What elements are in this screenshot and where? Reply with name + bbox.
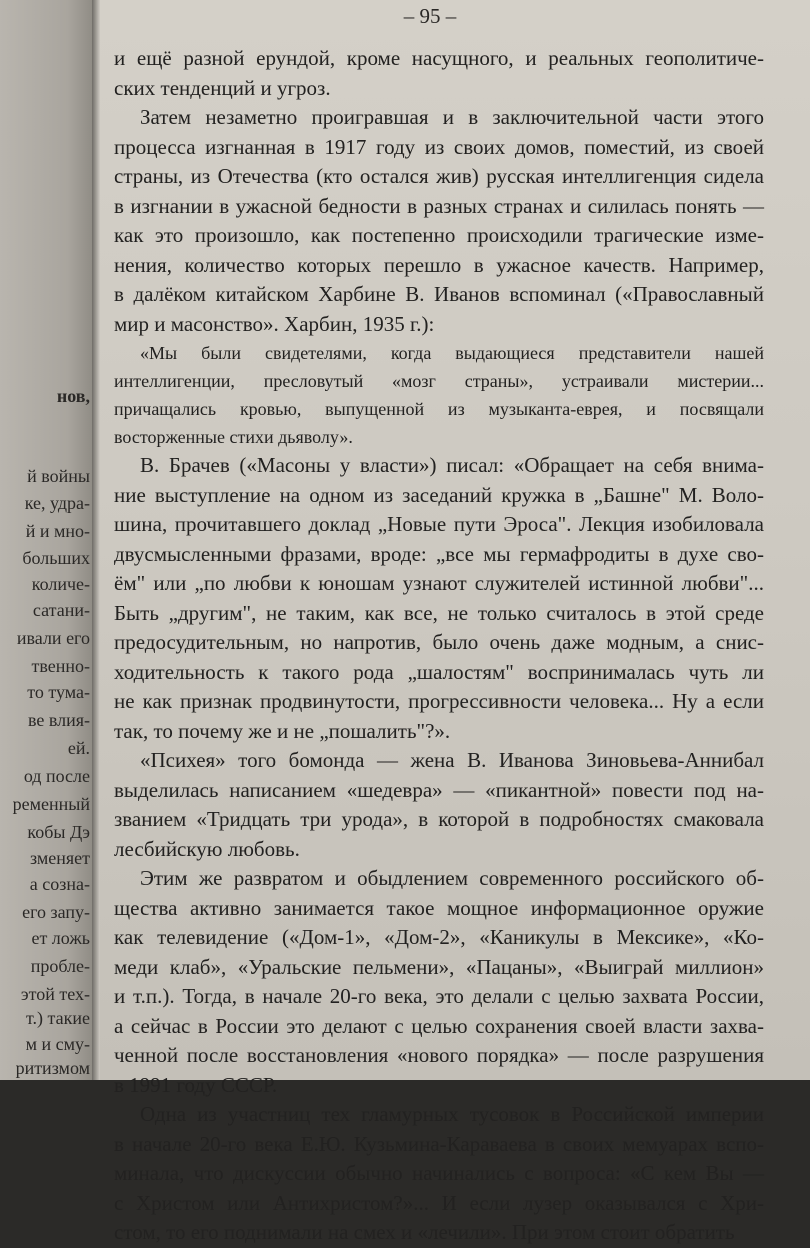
text-line: званием «Тридцать три урода», в которой в подробностях смаковала (114, 807, 764, 831)
text-line: стом, то его поднимали на смех и «лечили». При этом стоит обратить (114, 1220, 735, 1244)
left-page-fragment: зменяет (29, 848, 90, 868)
text-line: ние выступление на одном из заседаний кружка в „Башне" М. Воло- (114, 482, 764, 507)
left-page-fragment: а созна- (29, 874, 90, 894)
text-line: меди клаб», «Уральские пельмени», «Пацаны», «Выиграй миллион» (114, 954, 764, 979)
text-line: страны, из Отечества (кто остался жив) русская интеллигенция сидела (114, 164, 764, 188)
text-line: минала, что дискуссии обычно начинались с вопроса: «С кем Вы — (114, 1161, 764, 1185)
text-line: выделилась написанием «шедевра» — «пикантной» повести под на- (114, 777, 764, 802)
text-line: Одна из участниц тех гламурных тусовок в Российской империи (140, 1102, 764, 1126)
text-line: В. Брачев («Масоны у власти») писал: «Обращает на себя внима- (140, 453, 764, 477)
text-line: причащались кровью, выпущенной из музыканта-еврея, и посвящали (114, 399, 764, 419)
left-facing-page (0, 0, 96, 1080)
text-line: ходительность к такого рода „шалостям" воспринималась чуть ли (114, 659, 764, 684)
text-line: в далёком китайском Харбине В. Иванов вспоминал («Православный (114, 282, 764, 306)
text-line: в 1991 году СССР. (114, 1072, 278, 1097)
paragraph (114, 103, 764, 339)
left-page-fragment: сатани- (32, 600, 90, 620)
paragraph (114, 746, 764, 864)
left-page-fragment: этой тех- (20, 984, 90, 1004)
left-page-fragment: ивали его (16, 628, 90, 648)
left-page-fragment: больших (22, 548, 90, 568)
paragraph (114, 44, 764, 103)
left-page-fragment: то тума- (27, 682, 90, 702)
page-body-text (114, 44, 764, 1248)
left-page-fragment: м и сму- (25, 1034, 90, 1054)
quote-block (114, 339, 764, 451)
text-line: Этим же развратом и обыдлением современного российского об- (140, 866, 764, 890)
paragraph (114, 864, 764, 1100)
text-line: и ещё разной ерундой, кроме насущного, и реальных геополитиче- (114, 46, 764, 70)
left-page-fragment: й и мно- (25, 521, 90, 541)
left-page-fragment: твенно- (31, 656, 90, 676)
left-page-fragment: ей. (67, 738, 90, 758)
text-line: предосудительным, но напротив, было очень даже модным, а снис- (114, 630, 764, 654)
left-page-fragment: пробле- (30, 956, 90, 976)
left-page-fragment: ритизмом (15, 1058, 90, 1078)
text-line: интеллигенции, пресловутый «мозг страны», устраивали мистерии... (114, 371, 764, 391)
left-page-fragment: од после (23, 766, 90, 786)
text-line: лесбийскую любовь. (114, 836, 300, 861)
text-line: ченной после восстановления «нового порядка» — после разрушения (114, 1043, 764, 1067)
paragraph (114, 1100, 764, 1248)
left-page-fragment: ке, удра- (24, 493, 90, 513)
text-line: щества активно занимается такое мощное информационное оружие (114, 895, 764, 920)
left-page-fragment: й войны (27, 466, 90, 486)
text-line: как телевидение («Дом-1», «Дом-2», «Каникулы в Мексике», «Ко- (114, 925, 764, 949)
text-line: и т.п.). Тогда, в начале 20-го века, это делали с целью захвата России, (114, 984, 764, 1008)
paragraph (114, 451, 764, 746)
left-page-fragment: ременный (12, 794, 90, 814)
left-page-fragment: нов, (56, 386, 90, 406)
left-page-fragment: ет ложь (31, 928, 90, 948)
text-line: «Психея» того бомонда — жена В. Иванова Зиновьева-Аннибал (140, 748, 764, 772)
left-page-fragment: ве влия- (27, 710, 90, 730)
text-line: так, то почему же и не „пошалить"?». (114, 718, 451, 743)
text-line: процесса изгнанная в 1917 году из своих домов, поместий, из своей (114, 134, 764, 159)
text-line: нения, количество которых перешло в ужасное качеств. Например, (114, 252, 764, 277)
text-line: «Мы были свидетелями, когда выдающиеся представители нашей (140, 343, 764, 363)
text-line: мир и масонство». Харбин, 1935 г.): (114, 311, 435, 336)
text-line: ских тенденций и угроз. (114, 75, 331, 100)
left-page-fragment: количе- (31, 574, 90, 594)
text-line: шина, прочитавшего доклад „Новые пути Эроса". Лекция изобиловала (114, 512, 764, 536)
text-line: Затем незаметно проигравшая и в заключительной части этого (140, 105, 764, 129)
text-line: в начале 20-го века Е.Ю. Кузьмина-Караваева в своих мемуарах вспо- (114, 1131, 764, 1156)
right-page (100, 0, 810, 1244)
left-page-fragment: кобы Дэ (27, 822, 90, 842)
text-line: ём" или „по любви к юношам узнают служителей истинной любви"... (114, 571, 764, 595)
left-page-fragment: его запу- (22, 902, 90, 922)
text-line: восторженные стихи дьяволу». (114, 427, 353, 447)
text-line: Быть „другим", не таким, как все, не только считалось в этой среде (114, 600, 764, 625)
left-page-fragment: т.) такие (26, 1008, 90, 1028)
text-line: в изгнании в ужасной бедности в разных странах и силилась понять — (114, 193, 764, 218)
text-line: с Христом или Антихристом?»... И если лузер оказывался с Хри- (114, 1190, 764, 1215)
text-line: а сейчас в России это делают с целью сохранения своей власти захва- (114, 1013, 764, 1038)
text-line: двусмысленными фразами, вроде: „все мы гермафродиты в духе сво- (114, 541, 764, 566)
page-number: – 95 – (403, 4, 457, 28)
text-line: как это произошло, как постепенно происходили трагические изме- (114, 223, 764, 247)
text-line: не как признак продвинутости, прогрессивности человека... Ну а если (114, 689, 764, 713)
